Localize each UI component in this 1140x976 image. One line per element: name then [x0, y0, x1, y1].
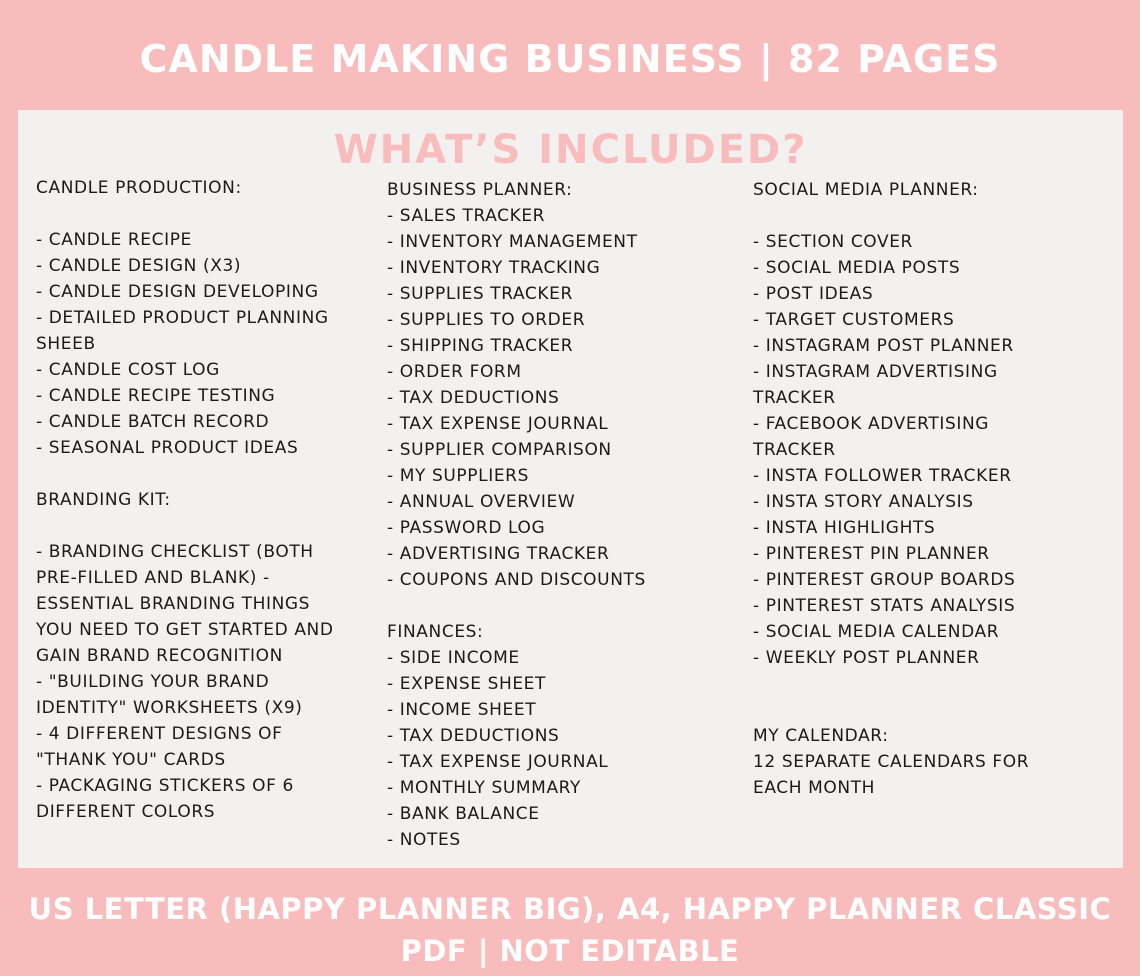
section-title: WHAT’S INCLUDED? — [333, 127, 808, 173]
list-item: - POST IDEAS — [753, 284, 874, 304]
list-item: - MY SUPPLIERS — [387, 466, 529, 486]
list-item: - TAX DEDUCTIONS — [387, 726, 560, 746]
list-item: - SEASONAL PRODUCT IDEAS — [36, 438, 299, 458]
list-item: - COUPONS AND DISCOUNTS — [387, 570, 646, 590]
spacer — [36, 461, 366, 487]
list-item: - CANDLE BATCH RECORD — [36, 412, 270, 432]
list-item: IDENTITY" WORKSHEETS (X9) — [36, 698, 303, 718]
list-item: TRACKER — [753, 388, 836, 408]
section-heading: SOCIAL MEDIA PLANNER: — [753, 180, 979, 200]
spacer — [36, 513, 366, 539]
list-item: - INSTAGRAM ADVERTISING — [753, 362, 998, 382]
list-item: - INSTA FOLLOWER TRACKER — [753, 466, 1012, 486]
list-item: - BANK BALANCE — [387, 804, 540, 824]
list-item: - SOCIAL MEDIA POSTS — [753, 258, 961, 278]
section-heading: MY CALENDAR: — [753, 726, 889, 746]
list-item: - ORDER FORM — [387, 362, 522, 382]
section-heading: BUSINESS PLANNER: — [387, 180, 573, 200]
list-item: - ADVERTISING TRACKER — [387, 544, 610, 564]
list-item: - DETAILED PRODUCT PLANNING — [36, 308, 329, 328]
list-item: - CANDLE RECIPE TESTING — [36, 386, 276, 406]
list-item: - WEEKLY POST PLANNER — [753, 648, 980, 668]
list-item: - TARGET CUSTOMERS — [753, 310, 955, 330]
list-item: DIFFERENT COLORS — [36, 802, 216, 822]
section-heading: CANDLE PRODUCTION: — [36, 178, 242, 198]
list-item: - TAX DEDUCTIONS — [387, 388, 560, 408]
list-item: - INSTAGRAM POST PLANNER — [753, 336, 1014, 356]
list-item: - SOCIAL MEDIA CALENDAR — [753, 622, 1000, 642]
list-item: SHEEB — [36, 334, 96, 354]
list-item: - SALES TRACKER — [387, 206, 546, 226]
column-social-media-calendar — [753, 177, 1093, 801]
list-item: - BRANDING CHECKLIST (BOTH — [36, 542, 314, 562]
list-item: "THANK YOU" CARDS — [36, 750, 226, 770]
list-item: - CANDLE RECIPE — [36, 230, 192, 250]
list-item: - EXPENSE SHEET — [387, 674, 547, 694]
list-item: - PASSWORD LOG — [387, 518, 546, 538]
list-item: - INVENTORY TRACKING — [387, 258, 601, 278]
list-item: GAIN BRAND RECOGNITION — [36, 646, 283, 666]
list-item: - SUPPLIES TO ORDER — [387, 310, 586, 330]
list-item: - PACKAGING STICKERS OF 6 — [36, 776, 294, 796]
column-candle-production-branding — [36, 175, 366, 825]
column-business-finances — [387, 177, 727, 853]
list-item: - "BUILDING YOUR BRAND — [36, 672, 270, 692]
list-item: EACH MONTH — [753, 778, 876, 798]
list-item: - INSTA HIGHLIGHTS — [753, 518, 936, 538]
contents-panel — [18, 110, 1123, 868]
list-item: - ANNUAL OVERVIEW — [387, 492, 576, 512]
section-heading: FINANCES: — [387, 622, 484, 642]
list-item: - NOTES — [387, 830, 461, 850]
list-item: ESSENTIAL BRANDING THINGS — [36, 594, 311, 614]
spacer — [387, 593, 727, 619]
page-title: CANDLE MAKING BUSINESS | 82 PAGES — [139, 37, 1001, 81]
formats-footer — [0, 888, 1140, 972]
list-item: - INCOME SHEET — [387, 700, 537, 720]
list-item: TRACKER — [753, 440, 836, 460]
spacer — [36, 201, 366, 227]
list-item: - SUPPLIES TRACKER — [387, 284, 573, 304]
list-item: - CANDLE DESIGN DEVELOPING — [36, 282, 319, 302]
spacer — [753, 697, 1093, 723]
list-item: YOU NEED TO GET STARTED AND — [36, 620, 334, 640]
list-item: - 4 DIFFERENT DESIGNS OF — [36, 724, 283, 744]
list-item: - SIDE INCOME — [387, 648, 520, 668]
list-item: - PINTEREST STATS ANALYSIS — [753, 596, 1016, 616]
list-item: - CANDLE COST LOG — [36, 360, 220, 380]
list-item: - TAX EXPENSE JOURNAL — [387, 752, 609, 772]
list-item: - INVENTORY MANAGEMENT — [387, 232, 638, 252]
list-item: - CANDLE DESIGN (X3) — [36, 256, 242, 276]
section-heading: BRANDING KIT: — [36, 490, 171, 510]
list-item: 12 SEPARATE CALENDARS FOR — [753, 752, 1030, 772]
list-item: - MONTHLY SUMMARY — [387, 778, 581, 798]
file-type-line: PDF | NOT EDITABLE — [400, 934, 740, 968]
list-item: - PINTEREST GROUP BOARDS — [753, 570, 1016, 590]
list-item: - SECTION COVER — [753, 232, 913, 252]
list-item: - SUPPLIER COMPARISON — [387, 440, 612, 460]
spacer — [753, 203, 1093, 229]
list-item: - SHIPPING TRACKER — [387, 336, 574, 356]
formats-line: US LETTER (HAPPY PLANNER BIG), A4, HAPPY PLANNER CLASSIC — [28, 892, 1112, 926]
list-item: - FACEBOOK ADVERTISING — [753, 414, 990, 434]
list-item: PRE-FILLED AND BLANK) - — [36, 568, 270, 588]
spacer — [753, 671, 1093, 697]
list-item: - PINTEREST PIN PLANNER — [753, 544, 990, 564]
list-item: - INSTA STORY ANALYSIS — [753, 492, 974, 512]
list-item: - TAX EXPENSE JOURNAL — [387, 414, 609, 434]
